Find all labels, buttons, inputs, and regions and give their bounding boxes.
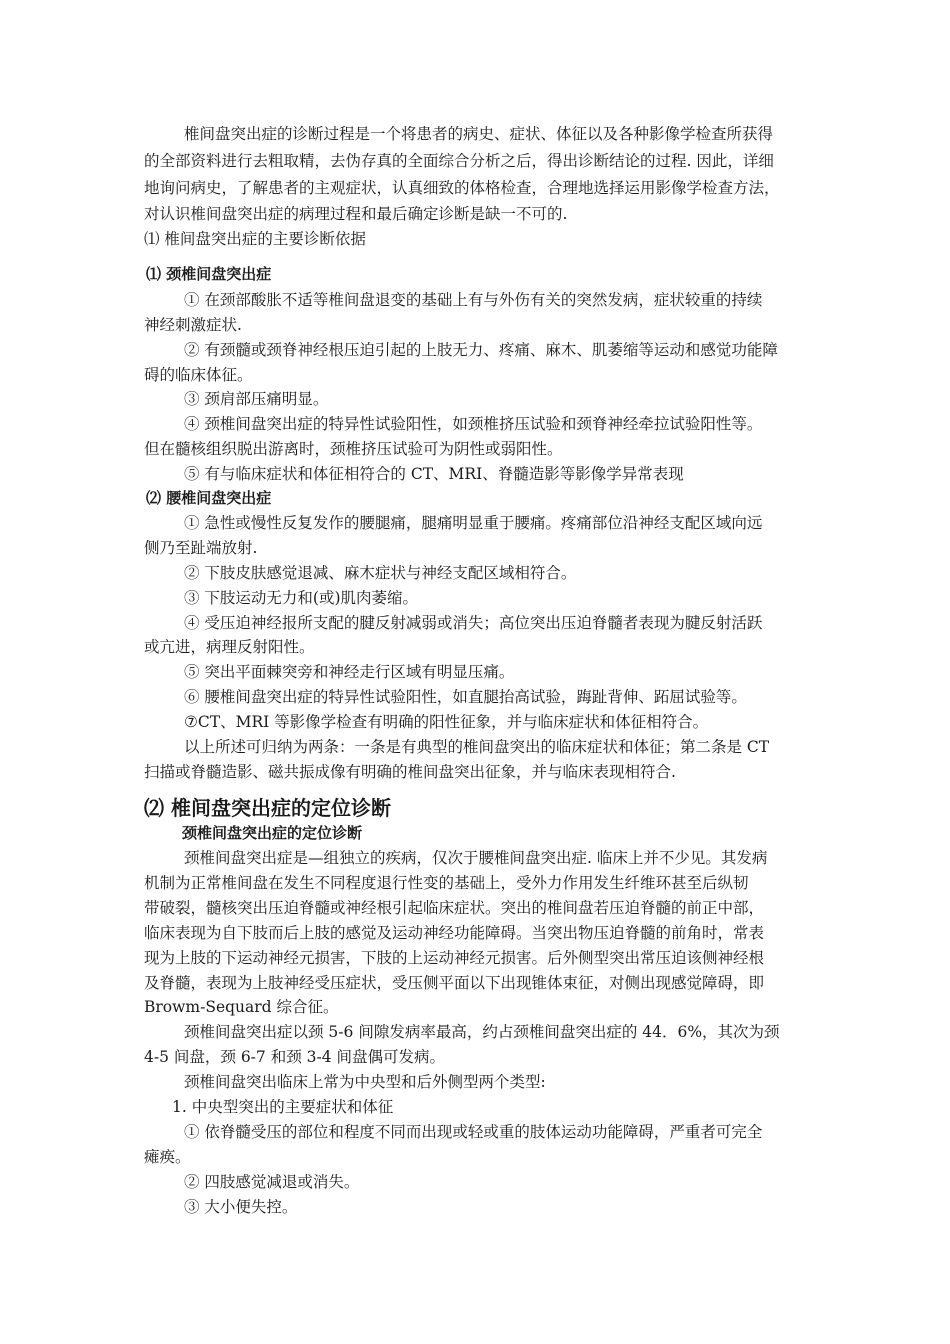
intro-line: 的全部资料进行去粗取精，去伪存真的全面综合分析之后，得出诊断结论的过程. 因此，详细	[144, 152, 774, 170]
lumbar-line: ⑦CT、MRI 等影像学检查有明确的阳性征象，并与临床症状和体征相符合。	[184, 713, 709, 731]
section2-item1-line: 瘫痪。	[144, 1148, 191, 1166]
lumbar-heading: ⑵ 腰椎间盘突出症	[146, 489, 272, 507]
lumbar-line: 侧乃至趾端放射.	[144, 539, 258, 557]
lumbar-line: ① 急性或慢性反复发作的腰腿痛，腿痛明显重于腰痛。疼痛部位沿神经支配区域向远	[184, 514, 763, 532]
lumbar-line: ② 下肢皮肤感觉退减、麻木症状与神经支配区域相符合。	[184, 564, 577, 582]
section2-para1-line: 颈椎间盘突出症是—组独立的疾病，仅次于腰椎间盘突出症. 临床上并不少见。其发病	[184, 849, 768, 867]
cervical-line: 神经刺激症状.	[144, 316, 242, 334]
section2-para1-line: 及脊髓，表现为上肢神经受压症状，受压侧平面以下出现锥体束征，对侧出现感觉障碍，即	[144, 974, 765, 992]
cervical-line: 碍的临床体征。	[144, 366, 253, 384]
section2-para2-line: 4-5 间盘，颈 6-7 和颈 3-4 间盘偶可发病。	[144, 1048, 446, 1066]
cervical-line: ③ 颈肩部压痛明显。	[184, 390, 329, 408]
cervical-heading: ⑴ 颈椎间盘突出症	[146, 265, 272, 283]
section2-item1-line: ③ 大小便失控。	[184, 1198, 298, 1216]
lumbar-line: ⑥ 腰椎间盘突出症的特异性试验阳性，如直腿抬高试验，踇趾背伸、跖屈试验等。	[184, 688, 747, 706]
section2-subheading: 颈椎间盘突出症的定位诊断	[182, 824, 363, 842]
cervical-line: 但在髓核组织脱出游离时，颈椎挤压试验可为阴性或弱阳性。	[144, 440, 563, 458]
section2-heading: ⑵ 椎间盘突出症的定位诊断	[144, 796, 391, 820]
cervical-line: ① 在颈部酸胀不适等椎间盘退变的基础上有与外伤有关的突然发病，症状较重的持续	[184, 291, 763, 309]
lumbar-line: 或亢进，病理反射阳性。	[144, 638, 315, 656]
intro-line: 椎间盘突出症的诊断过程是一个将患者的病史、症状、体征以及各种影像学检查所获得	[184, 125, 774, 143]
lumbar-line: 以上所述可归纳为两条：一条是有典型的椎间盘突出的临床症状和体征；第二条是 CT	[184, 738, 770, 756]
lumbar-line: ③ 下肢运动无力和(或)肌肉萎缩。	[184, 589, 419, 607]
section2-item1-line: ① 依脊髓受压的部位和程度不同而出现或轻或重的肢体运动功能障碍，严重者可完全	[184, 1123, 763, 1141]
lumbar-line: ④ 受压迫神经报所支配的腱反射减弱或消失；高位突出压迫脊髓者表现为腱反射活跃	[184, 614, 763, 632]
cervical-line: ② 有颈髓或颈脊神经根压迫引起的上肢无力、疼痛、麻木、肌萎缩等运动和感觉功能障	[184, 341, 778, 359]
section1-label: ⑴ 椎间盘突出症的主要诊断依据	[144, 230, 366, 248]
cervical-line: ④ 颈椎间盘突出症的特异性试验阳性，如颈椎挤压试验和颈脊神经牵拉试验阳性等。	[184, 415, 763, 433]
section2-para1-line: 现为上肢的下运动神经元损害，下肢的上运动神经元损害。后外侧型突出常压迫该侧神经根	[144, 949, 765, 967]
intro-line: 地询问病史，了解患者的主观症状，认真细致的体格检查，合理地选择运用影像学检查方法，	[144, 179, 780, 197]
section2-item1-line: ② 四肢感觉减退或消失。	[184, 1173, 360, 1191]
intro-line: 对认识椎间盘突出症的病理过程和最后确定诊断是缺一不可的.	[144, 205, 568, 223]
section2-item1: 1. 中央型突出的主要症状和体征	[172, 1098, 394, 1116]
lumbar-line: 扫描或脊髓造影、磁共振成像有明确的椎间盘突出征象，并与临床表现相符合.	[144, 763, 676, 781]
section2-para3: 颈椎间盘突出临床上常为中央型和后外侧型两个类型:	[184, 1073, 546, 1091]
cervical-line: ⑤ 有与临床症状和体征相符合的 CT、MRI、脊髓造影等影像学异常表现	[184, 465, 684, 483]
section2-para1-line: Browm-Sequard 综合征。	[144, 998, 339, 1016]
section2-para2-line: 颈椎间盘突出症以颈 5-6 间隙发病率最高，约占颈椎间盘突出症的 44．6%，其次为颈	[184, 1023, 780, 1041]
section2-para1-line: 临床表现为自下肢而后上肢的感觉及运动神经功能障碍。当突出物压迫脊髓的前角时，常表	[144, 924, 765, 942]
lumbar-line: ⑤ 突出平面棘突旁和神经走行区域有明显压痛。	[184, 663, 515, 681]
section2-para1-line: 机制为正常椎间盘在发生不同程度退行性变的基础上，受外力作用发生纤维环甚至后纵韧	[144, 874, 749, 892]
section2-para1-line: 带破裂，髓核突出压迫脊髓或神经根引起临床症状。突出的椎间盘若压迫脊髓的前正中部，	[144, 899, 765, 917]
